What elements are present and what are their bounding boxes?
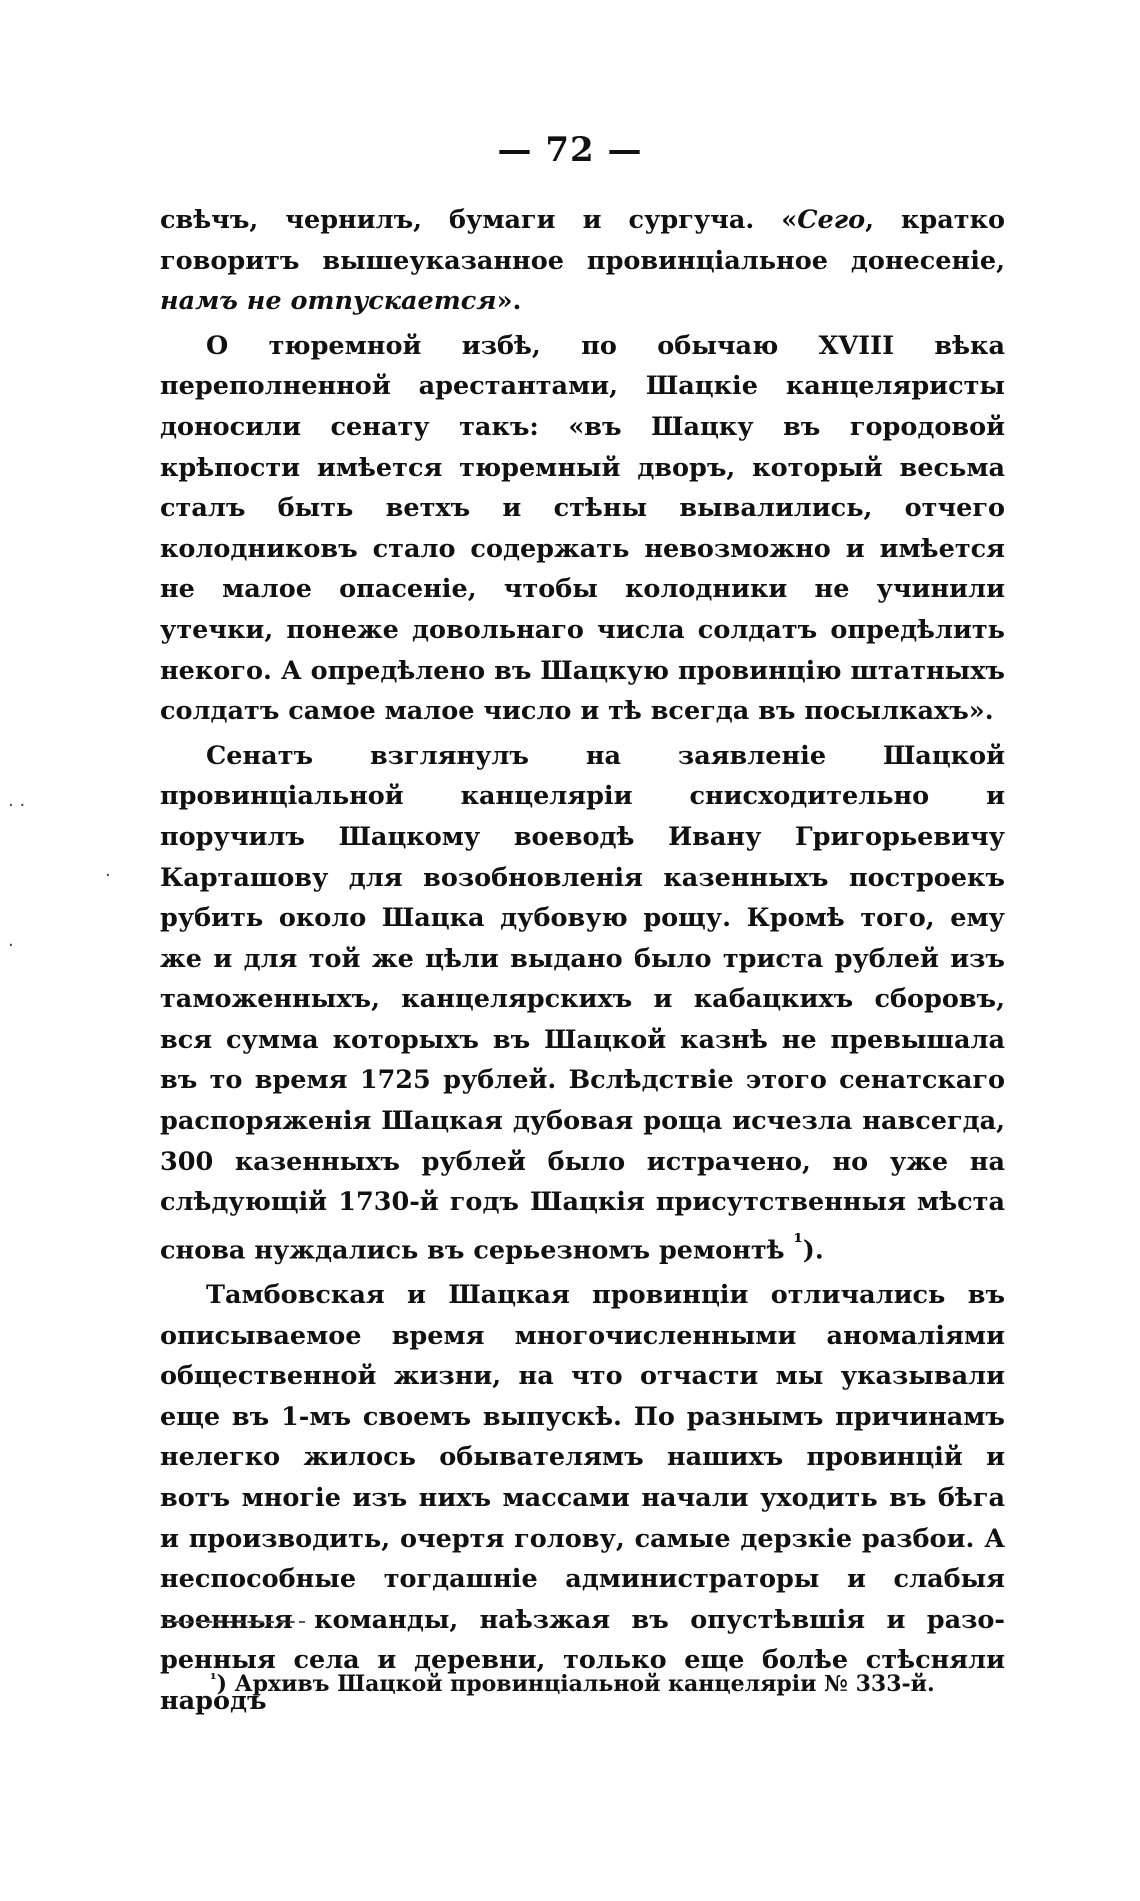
footnote-divider	[165, 1621, 305, 1623]
margin-mark-a: · ·	[8, 795, 26, 816]
footnote-text: ) Архивъ Шацкой провинціальной канцеляріи № 333-й.	[216, 1671, 935, 1697]
paragraph-1-italic-a: Сего	[797, 205, 866, 235]
paragraph-1-part-c: ».	[496, 286, 522, 317]
footnote-marker: ¹	[210, 1670, 217, 1688]
body-text	[160, 200, 1005, 1725]
page-number: — 72 —	[497, 130, 643, 170]
paragraph-1-part-a: свѣчъ, чернилъ, бумаги и сургуча. «	[160, 205, 798, 235]
paragraph-1-italic-b: намъ не отпускается	[160, 286, 497, 317]
footnote-reference: ¹	[793, 1229, 803, 1255]
paragraph-3	[160, 736, 1005, 1271]
footnote	[210, 1670, 935, 1697]
paragraph-1-part-b: , кратко говоритъ вышеуказанное провинціальное донесеніе,	[160, 205, 1005, 276]
margin-mark-b: ·	[105, 865, 111, 886]
paragraph-2: О тюремной избѣ, по обычаю XVIII вѣка переполненной арестантами, Шацкіе канцеляристы доносили сенату такъ: «въ Шацку въ городовой крѣпости имѣется тюремный дворъ, который весьма сталъ быть ветхъ и стѣны вывалились, отчего колодниковъ стало содержать невозможно и имѣется не малое опасеніе, чтобы колодники не учинили утечки, понеже довольнаго числа солдатъ опредѣлить некого. А опредѣлено въ Шацкую провинцію штатныхъ солдатъ самое малое число и тѣ всегда въ посылкахъ».	[160, 330, 1005, 727]
paragraph-3-text: Сенатъ взглянулъ на заявленіе Шацкой провинціальной канцеляріи снисходительно и поручилъ Шацкому воеводѣ Ивану Григорьевичу Карташову для возобновленія казенныхъ построекъ рубить около Шацка дубовую рощу. Кромѣ того, ему же и для той же цѣли выдано было триста рублей изъ таможенныхъ, канцелярскихъ и кабацкихъ сборовъ, вся сумма которыхъ въ Шацкой казнѣ не превышала въ то время 1725 рублей. Вслѣдствіе этого сенатскаго распоряженія Шацкая дубовая роща исчезла навсегда, 300 казенныхъ рублей было истрачено, но уже на слѣдующій 1730-й годъ Шацкія присутственныя мѣста снова нуждались въ серьезномъ ремонтѣ	[160, 740, 1005, 1266]
margin-mark-c: ·	[8, 935, 14, 956]
paragraph-1	[160, 200, 1005, 322]
paragraph-4: Тамбовская и Шацкая провинціи отличались въ описываемое время многочисленными аномаліями общественной жизни, на что отчасти мы указывали еще въ 1-мъ своемъ выпускѣ. По разнымъ причинамъ нелегко жилось обывателямъ нашихъ провинцій и вотъ многіе изъ нихъ массами начали уходить въ бѣга и производить, очертя голову, самые дерзкіе разбои. А неспособные тогдашніе администраторы и слабыя военныя команды, наѣзжая въ опустѣвшія и разоренныя села и деревни, только еще болѣе стѣсняли народъ	[160, 1279, 1005, 1716]
paragraph-3-end: ).	[802, 1235, 824, 1266]
